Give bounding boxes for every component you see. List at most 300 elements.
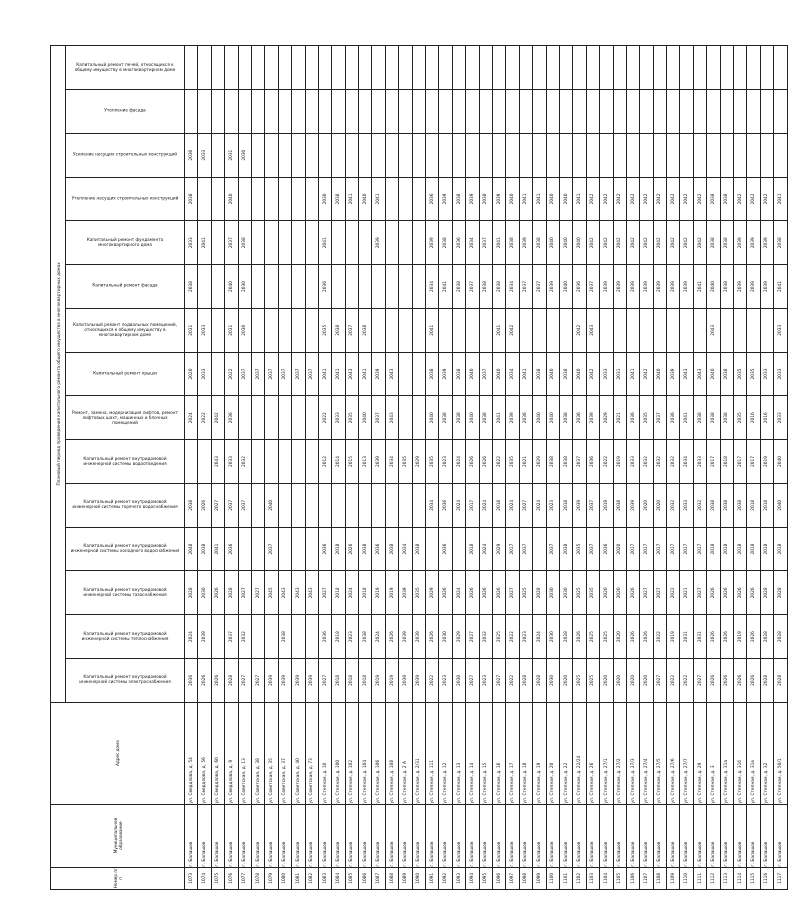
row-year-cell: 2037 xyxy=(238,483,251,527)
row-year-cell: 2020 xyxy=(613,658,626,702)
row-year-cell: 2033 xyxy=(774,352,787,396)
row-year-cell xyxy=(640,46,653,90)
row-year-cell: 2038 xyxy=(720,352,733,396)
row-year-cell: 2035 xyxy=(734,352,747,396)
row-year-cell xyxy=(586,133,599,177)
row-municipality: г. Балашов xyxy=(238,804,251,867)
row-year-cell xyxy=(292,440,305,484)
row-year-cell xyxy=(278,265,291,309)
row-year-cell: 2038 xyxy=(198,527,211,571)
row-year-cell: 2022 xyxy=(198,396,211,440)
row-year-cell xyxy=(452,527,465,571)
row-year-cell: 2019 xyxy=(372,571,385,615)
row-municipality: г. Балашов xyxy=(439,804,452,867)
row-number: 1111 xyxy=(693,867,706,889)
row-year-cell: 2017 xyxy=(734,440,747,484)
row-year-cell: 2017 xyxy=(707,440,720,484)
row-year-cell: 2039 xyxy=(667,265,680,309)
row-year-cell: 2020 xyxy=(653,483,666,527)
table-row xyxy=(399,46,412,890)
row-year-cell xyxy=(720,90,733,134)
row-address: ул. Советская, д. 73 xyxy=(305,702,318,804)
row-year-cell xyxy=(734,90,747,134)
header-work-type xyxy=(66,265,185,309)
row-number: 1093 xyxy=(452,867,465,889)
row-year-cell: 2015 xyxy=(345,440,358,484)
row-year-cell: 2036 xyxy=(573,396,586,440)
row-year-cell: 2018 xyxy=(760,527,773,571)
row-year-cell: 2029 xyxy=(426,571,439,615)
row-address: ул. Степная, д. 3 xyxy=(707,702,720,804)
row-year-cell: 2026 xyxy=(626,571,639,615)
row-year-cell: 2039 xyxy=(600,265,613,309)
row-year-cell: 2038 xyxy=(439,396,452,440)
row-year-cell: 2019 xyxy=(613,440,626,484)
row-year-cell: 2041 xyxy=(492,396,505,440)
row-municipality: г. Балашов xyxy=(774,804,787,867)
row-year-cell: 2017 xyxy=(626,527,639,571)
row-year-cell: 2028 xyxy=(533,571,546,615)
row-municipality: г. Балашов xyxy=(211,804,224,867)
row-year-cell: 2020 xyxy=(559,658,572,702)
row-year-cell: 2026 xyxy=(198,658,211,702)
header-work-label: Утепление фасада xyxy=(104,108,146,114)
row-year-cell xyxy=(707,133,720,177)
header-work-label: Утепление несущих строительных конструкций xyxy=(71,195,179,201)
row-year-cell: 2023 xyxy=(439,658,452,702)
row-address: ул. Степная, д. 27/3 xyxy=(626,702,639,804)
row-year-cell xyxy=(600,133,613,177)
row-year-cell: 2042 xyxy=(613,177,626,221)
table-row xyxy=(613,46,626,890)
row-address: ул. Степная, д. 31б xyxy=(734,702,747,804)
row-year-cell xyxy=(573,46,586,90)
row-year-cell xyxy=(492,46,505,90)
row-year-cell xyxy=(211,615,224,659)
row-year-cell: 2024 xyxy=(533,615,546,659)
row-year-cell xyxy=(492,133,505,177)
row-year-cell: 2041 xyxy=(318,352,331,396)
row-year-cell xyxy=(278,483,291,527)
header-work-label: Капитальный ремонт внутридомовой инженерной системы электроснабжения xyxy=(79,674,171,685)
header-work-label: Капитальный ремонт внутридомовой инженерной системы холодного водоснабжения xyxy=(70,543,180,554)
row-year-cell: 2040 xyxy=(533,396,546,440)
row-year-cell: 2042 xyxy=(626,177,639,221)
row-year-cell: 2030 xyxy=(185,133,198,177)
row-year-cell: 2026 xyxy=(640,615,653,659)
row-year-cell xyxy=(225,90,238,134)
row-year-cell: 2038 xyxy=(385,527,398,571)
row-year-cell: 2037 xyxy=(519,527,532,571)
row-year-cell: 2035 xyxy=(426,440,439,484)
header-municipality: Муниципальное образование xyxy=(51,804,185,867)
row-year-cell: 2039 xyxy=(292,658,305,702)
row-year-cell: 2018 xyxy=(720,440,733,484)
row-year-cell xyxy=(251,90,264,134)
header-work-label: Капитальный ремонт фундамента многоквартирного дома xyxy=(86,236,164,247)
row-year-cell: 2032 xyxy=(640,440,653,484)
row-number: 1080 xyxy=(278,867,291,889)
row-year-cell: 2024 xyxy=(185,396,198,440)
row-year-cell xyxy=(626,90,639,134)
row-year-cell: 2038 xyxy=(559,440,572,484)
row-year-cell: 2028 xyxy=(774,615,787,659)
row-number: 1100 xyxy=(546,867,559,889)
row-year-cell xyxy=(600,46,613,90)
header-work-type xyxy=(66,90,185,134)
row-year-cell: 2036 xyxy=(600,527,613,571)
row-municipality: г. Балашов xyxy=(533,804,546,867)
row-year-cell: 2039 xyxy=(734,221,747,265)
row-year-cell: 2038 xyxy=(479,396,492,440)
row-year-cell xyxy=(345,265,358,309)
row-year-cell: 2040 xyxy=(466,396,479,440)
row-number: 1106 xyxy=(626,867,639,889)
row-year-cell xyxy=(292,615,305,659)
row-address: ул. Степная, д. 2 А xyxy=(399,702,412,804)
row-year-cell xyxy=(251,46,264,90)
row-municipality: г. Балашов xyxy=(318,804,331,867)
row-year-cell: 2028 xyxy=(225,571,238,615)
row-address: ул. Степная, д. 111 xyxy=(426,702,439,804)
row-year-cell: 2020 xyxy=(613,571,626,615)
header-work-type xyxy=(66,133,185,177)
row-year-cell: 2022 xyxy=(318,396,331,440)
row-year-cell xyxy=(466,308,479,352)
row-year-cell: 2042 xyxy=(586,221,599,265)
row-year-cell: 2030 xyxy=(238,308,251,352)
row-year-cell xyxy=(372,265,385,309)
row-year-cell: 2036 xyxy=(318,527,331,571)
row-year-cell: 2020 xyxy=(613,615,626,659)
row-year-cell: 2034 xyxy=(426,265,439,309)
row-year-cell xyxy=(359,46,372,90)
row-year-cell: 2030 xyxy=(238,133,251,177)
row-year-cell: 2037 xyxy=(479,352,492,396)
row-year-cell xyxy=(452,90,465,134)
row-year-cell: 2018 xyxy=(559,483,572,527)
row-number: 1110 xyxy=(680,867,693,889)
table-row xyxy=(747,46,760,890)
row-year-cell xyxy=(439,90,452,134)
row-municipality: г. Балашов xyxy=(600,804,613,867)
row-year-cell: 2024 xyxy=(372,615,385,659)
row-year-cell xyxy=(305,133,318,177)
row-year-cell xyxy=(305,90,318,134)
row-year-cell xyxy=(292,483,305,527)
row-year-cell xyxy=(318,46,331,90)
row-year-cell: 2025 xyxy=(573,571,586,615)
row-number: 1105 xyxy=(613,867,626,889)
table-row xyxy=(466,46,479,890)
row-year-cell: 2026 xyxy=(707,615,720,659)
row-year-cell xyxy=(720,46,733,90)
row-year-cell xyxy=(278,133,291,177)
row-year-cell: 2041 xyxy=(533,177,546,221)
row-year-cell: 2038 xyxy=(492,265,505,309)
row-year-cell xyxy=(559,133,572,177)
row-year-cell xyxy=(426,46,439,90)
row-year-cell: 2027 xyxy=(318,658,331,702)
rotated-table-container xyxy=(50,45,783,890)
row-year-cell: 2039 xyxy=(399,658,412,702)
row-year-cell xyxy=(198,46,211,90)
row-year-cell: 2028 xyxy=(760,658,773,702)
row-year-cell: 2043 xyxy=(278,571,291,615)
row-year-cell xyxy=(399,483,412,527)
row-year-cell: 2042 xyxy=(640,352,653,396)
row-year-cell: 2036 xyxy=(439,527,452,571)
row-year-cell: 2036 xyxy=(225,396,238,440)
row-year-cell: 2026 xyxy=(720,658,733,702)
table-row xyxy=(211,46,224,890)
row-year-cell: 2038 xyxy=(734,483,747,527)
row-year-cell xyxy=(439,46,452,90)
row-year-cell: 2026 xyxy=(734,658,747,702)
row-year-cell: 2034 xyxy=(426,483,439,527)
row-year-cell xyxy=(305,221,318,265)
row-year-cell: 2019 xyxy=(760,440,773,484)
row-year-cell xyxy=(600,90,613,134)
row-year-cell: 2018 xyxy=(720,527,733,571)
row-year-cell: 2017 xyxy=(667,527,680,571)
row-year-cell xyxy=(251,440,264,484)
header-work-label: Капитальный ремонт печей, относящихся к общему имуществу в многоквартирном доме xyxy=(74,61,176,72)
row-year-cell: 2039 xyxy=(506,396,519,440)
row-number: 1092 xyxy=(439,867,452,889)
row-year-cell: 2038 xyxy=(452,177,465,221)
row-year-cell: 2037 xyxy=(586,483,599,527)
row-year-cell: 2035 xyxy=(345,396,358,440)
row-number: 1114 xyxy=(734,867,747,889)
row-year-cell: 2038 xyxy=(359,615,372,659)
row-year-cell xyxy=(385,308,398,352)
row-year-cell xyxy=(251,221,264,265)
row-address: ул. Степная, д. 100 xyxy=(332,702,345,804)
row-address: ул. Свердлова, д. 9 xyxy=(225,702,238,804)
row-year-cell: 2039 xyxy=(372,440,385,484)
table-row xyxy=(265,46,278,890)
row-year-cell xyxy=(185,90,198,134)
row-year-cell xyxy=(667,46,680,90)
row-year-cell: 2039 xyxy=(466,177,479,221)
row-year-cell xyxy=(399,177,412,221)
row-year-cell xyxy=(586,46,599,90)
row-year-cell: 2035 xyxy=(412,571,425,615)
row-year-cell: 2028 xyxy=(519,658,532,702)
row-year-cell xyxy=(332,90,345,134)
row-year-cell: 2031 xyxy=(185,308,198,352)
row-year-cell: 2027 xyxy=(653,571,666,615)
row-year-cell: 2024 xyxy=(479,527,492,571)
row-year-cell xyxy=(385,90,398,134)
row-year-cell xyxy=(292,396,305,440)
row-year-cell xyxy=(559,308,572,352)
row-year-cell: 2037 xyxy=(586,265,599,309)
row-year-cell: 2021 xyxy=(519,440,532,484)
row-number: 1089 xyxy=(399,867,412,889)
row-year-cell xyxy=(399,46,412,90)
row-year-cell: 2036 xyxy=(185,658,198,702)
header-work-label: Усиление несущих строительных конструкций xyxy=(73,151,177,157)
row-municipality: г. Балашов xyxy=(426,804,439,867)
row-year-cell: 2037 xyxy=(251,352,264,396)
row-year-cell xyxy=(305,440,318,484)
row-year-cell: 2022 xyxy=(600,440,613,484)
row-number: 1090 xyxy=(412,867,425,889)
row-year-cell: 2039 xyxy=(278,658,291,702)
row-year-cell xyxy=(198,440,211,484)
row-year-cell xyxy=(412,133,425,177)
row-year-cell xyxy=(265,133,278,177)
row-year-cell xyxy=(412,396,425,440)
row-address: ул. Свердлова, д. 60 xyxy=(211,702,224,804)
row-year-cell: 2042 xyxy=(680,221,693,265)
row-year-cell xyxy=(613,308,626,352)
row-year-cell: 2037 xyxy=(466,265,479,309)
row-municipality: г. Балашов xyxy=(359,804,372,867)
row-year-cell: 2027 xyxy=(693,658,706,702)
row-year-cell xyxy=(760,90,773,134)
row-year-cell: 2043 xyxy=(292,571,305,615)
row-year-cell xyxy=(533,90,546,134)
row-municipality: г. Балашов xyxy=(640,804,653,867)
row-year-cell: 2039 xyxy=(586,396,599,440)
row-year-cell xyxy=(519,46,532,90)
row-year-cell: 2041 xyxy=(372,177,385,221)
row-year-cell xyxy=(278,527,291,571)
row-year-cell: 2022 xyxy=(506,615,519,659)
row-municipality: г. Балашов xyxy=(667,804,680,867)
row-year-cell: 2033 xyxy=(693,440,706,484)
row-year-cell: 2026 xyxy=(707,658,720,702)
row-year-cell xyxy=(251,396,264,440)
row-year-cell: 2039 xyxy=(626,483,639,527)
header-work-label: Капитальный ремонт подвальных помещений, относящихся к общему имуществу в многоквартирном доме xyxy=(72,322,177,337)
row-year-cell xyxy=(479,46,492,90)
row-year-cell xyxy=(626,46,639,90)
row-year-cell xyxy=(292,177,305,221)
header-work-label: Капитальный ремонт крыши xyxy=(93,370,157,376)
row-year-cell: 2037 xyxy=(372,396,385,440)
row-year-cell: 2038 xyxy=(278,615,291,659)
row-year-cell: 2018 xyxy=(747,483,760,527)
row-year-cell xyxy=(533,527,546,571)
row-year-cell: 2040 xyxy=(546,221,559,265)
row-address: ул. Свердлова, д. 56 xyxy=(198,702,211,804)
row-year-cell: 2027 xyxy=(211,483,224,527)
row-year-cell: 2014 xyxy=(332,440,345,484)
row-year-cell xyxy=(211,133,224,177)
row-year-cell: 2022 xyxy=(653,615,666,659)
table-row xyxy=(774,46,787,890)
table-row xyxy=(667,46,680,890)
row-year-cell: 2023 xyxy=(439,440,452,484)
row-year-cell: 2019 xyxy=(385,571,398,615)
row-year-cell: 2043 xyxy=(586,308,599,352)
row-year-cell: 2019 xyxy=(600,483,613,527)
row-year-cell xyxy=(747,46,760,90)
row-year-cell: 2037 xyxy=(533,265,546,309)
row-year-cell xyxy=(345,90,358,134)
row-year-cell xyxy=(265,396,278,440)
row-year-cell xyxy=(238,396,251,440)
row-year-cell: 2024 xyxy=(452,571,465,615)
row-year-cell: 2038 xyxy=(559,352,572,396)
row-year-cell: 2036 xyxy=(667,396,680,440)
row-year-cell: 2013 xyxy=(359,440,372,484)
row-year-cell: 2037 xyxy=(586,527,599,571)
row-number: 1101 xyxy=(559,867,572,889)
row-year-cell xyxy=(426,133,439,177)
table-row xyxy=(412,46,425,890)
row-municipality: г. Балашов xyxy=(734,804,747,867)
table-row xyxy=(292,46,305,890)
row-year-cell xyxy=(399,352,412,396)
row-year-cell: 2028 xyxy=(225,658,238,702)
row-year-cell xyxy=(693,46,706,90)
row-year-cell xyxy=(720,308,733,352)
row-year-cell: 2020 xyxy=(640,483,653,527)
row-year-cell: 2037 xyxy=(292,352,305,396)
row-year-cell: 2026 xyxy=(211,658,224,702)
row-municipality: г. Балашов xyxy=(653,804,666,867)
row-year-cell: 2036 xyxy=(452,221,465,265)
row-year-cell xyxy=(211,352,224,396)
row-year-cell xyxy=(747,133,760,177)
row-year-cell xyxy=(626,308,639,352)
header-work-label: Капитальный ремонт внутридомовой инженерной системы теплоснабжения xyxy=(81,630,169,641)
row-year-cell: 2043 xyxy=(693,352,706,396)
row-municipality: г. Балашов xyxy=(559,804,572,867)
row-year-cell xyxy=(479,133,492,177)
row-address: ул. Степная, д. 29 xyxy=(693,702,706,804)
row-year-cell: 2039 xyxy=(573,483,586,527)
row-year-cell: 2045 xyxy=(265,571,278,615)
row-year-cell: 2040 xyxy=(774,483,787,527)
row-year-cell: 2017 xyxy=(680,527,693,571)
row-year-cell xyxy=(251,133,264,177)
row-year-cell xyxy=(292,46,305,90)
row-year-cell xyxy=(707,90,720,134)
row-year-cell xyxy=(412,265,425,309)
row-year-cell xyxy=(265,615,278,659)
row-municipality: г. Балашов xyxy=(399,804,412,867)
row-year-cell: 2034 xyxy=(680,440,693,484)
row-municipality: г. Балашов xyxy=(760,804,773,867)
row-year-cell: 2037 xyxy=(238,352,251,396)
row-year-cell: 2020 xyxy=(626,658,639,702)
row-year-cell: 2040 xyxy=(559,221,572,265)
row-year-cell xyxy=(720,133,733,177)
header-work-type xyxy=(66,571,185,615)
row-year-cell: 2040 xyxy=(707,265,720,309)
row-year-cell: 2023 xyxy=(546,483,559,527)
row-year-cell xyxy=(359,265,372,309)
row-year-cell: 2026 xyxy=(734,571,747,615)
row-number: 1094 xyxy=(466,867,479,889)
row-year-cell xyxy=(466,133,479,177)
row-number: 1075 xyxy=(211,867,224,889)
row-year-cell: 2042 xyxy=(573,308,586,352)
row-year-cell: 2026 xyxy=(439,571,452,615)
table-row xyxy=(238,46,251,890)
row-municipality: г. Балашов xyxy=(506,804,519,867)
row-year-cell: 2035 xyxy=(318,308,331,352)
row-year-cell xyxy=(519,90,532,134)
row-year-cell: 2041 xyxy=(318,221,331,265)
row-year-cell xyxy=(385,46,398,90)
